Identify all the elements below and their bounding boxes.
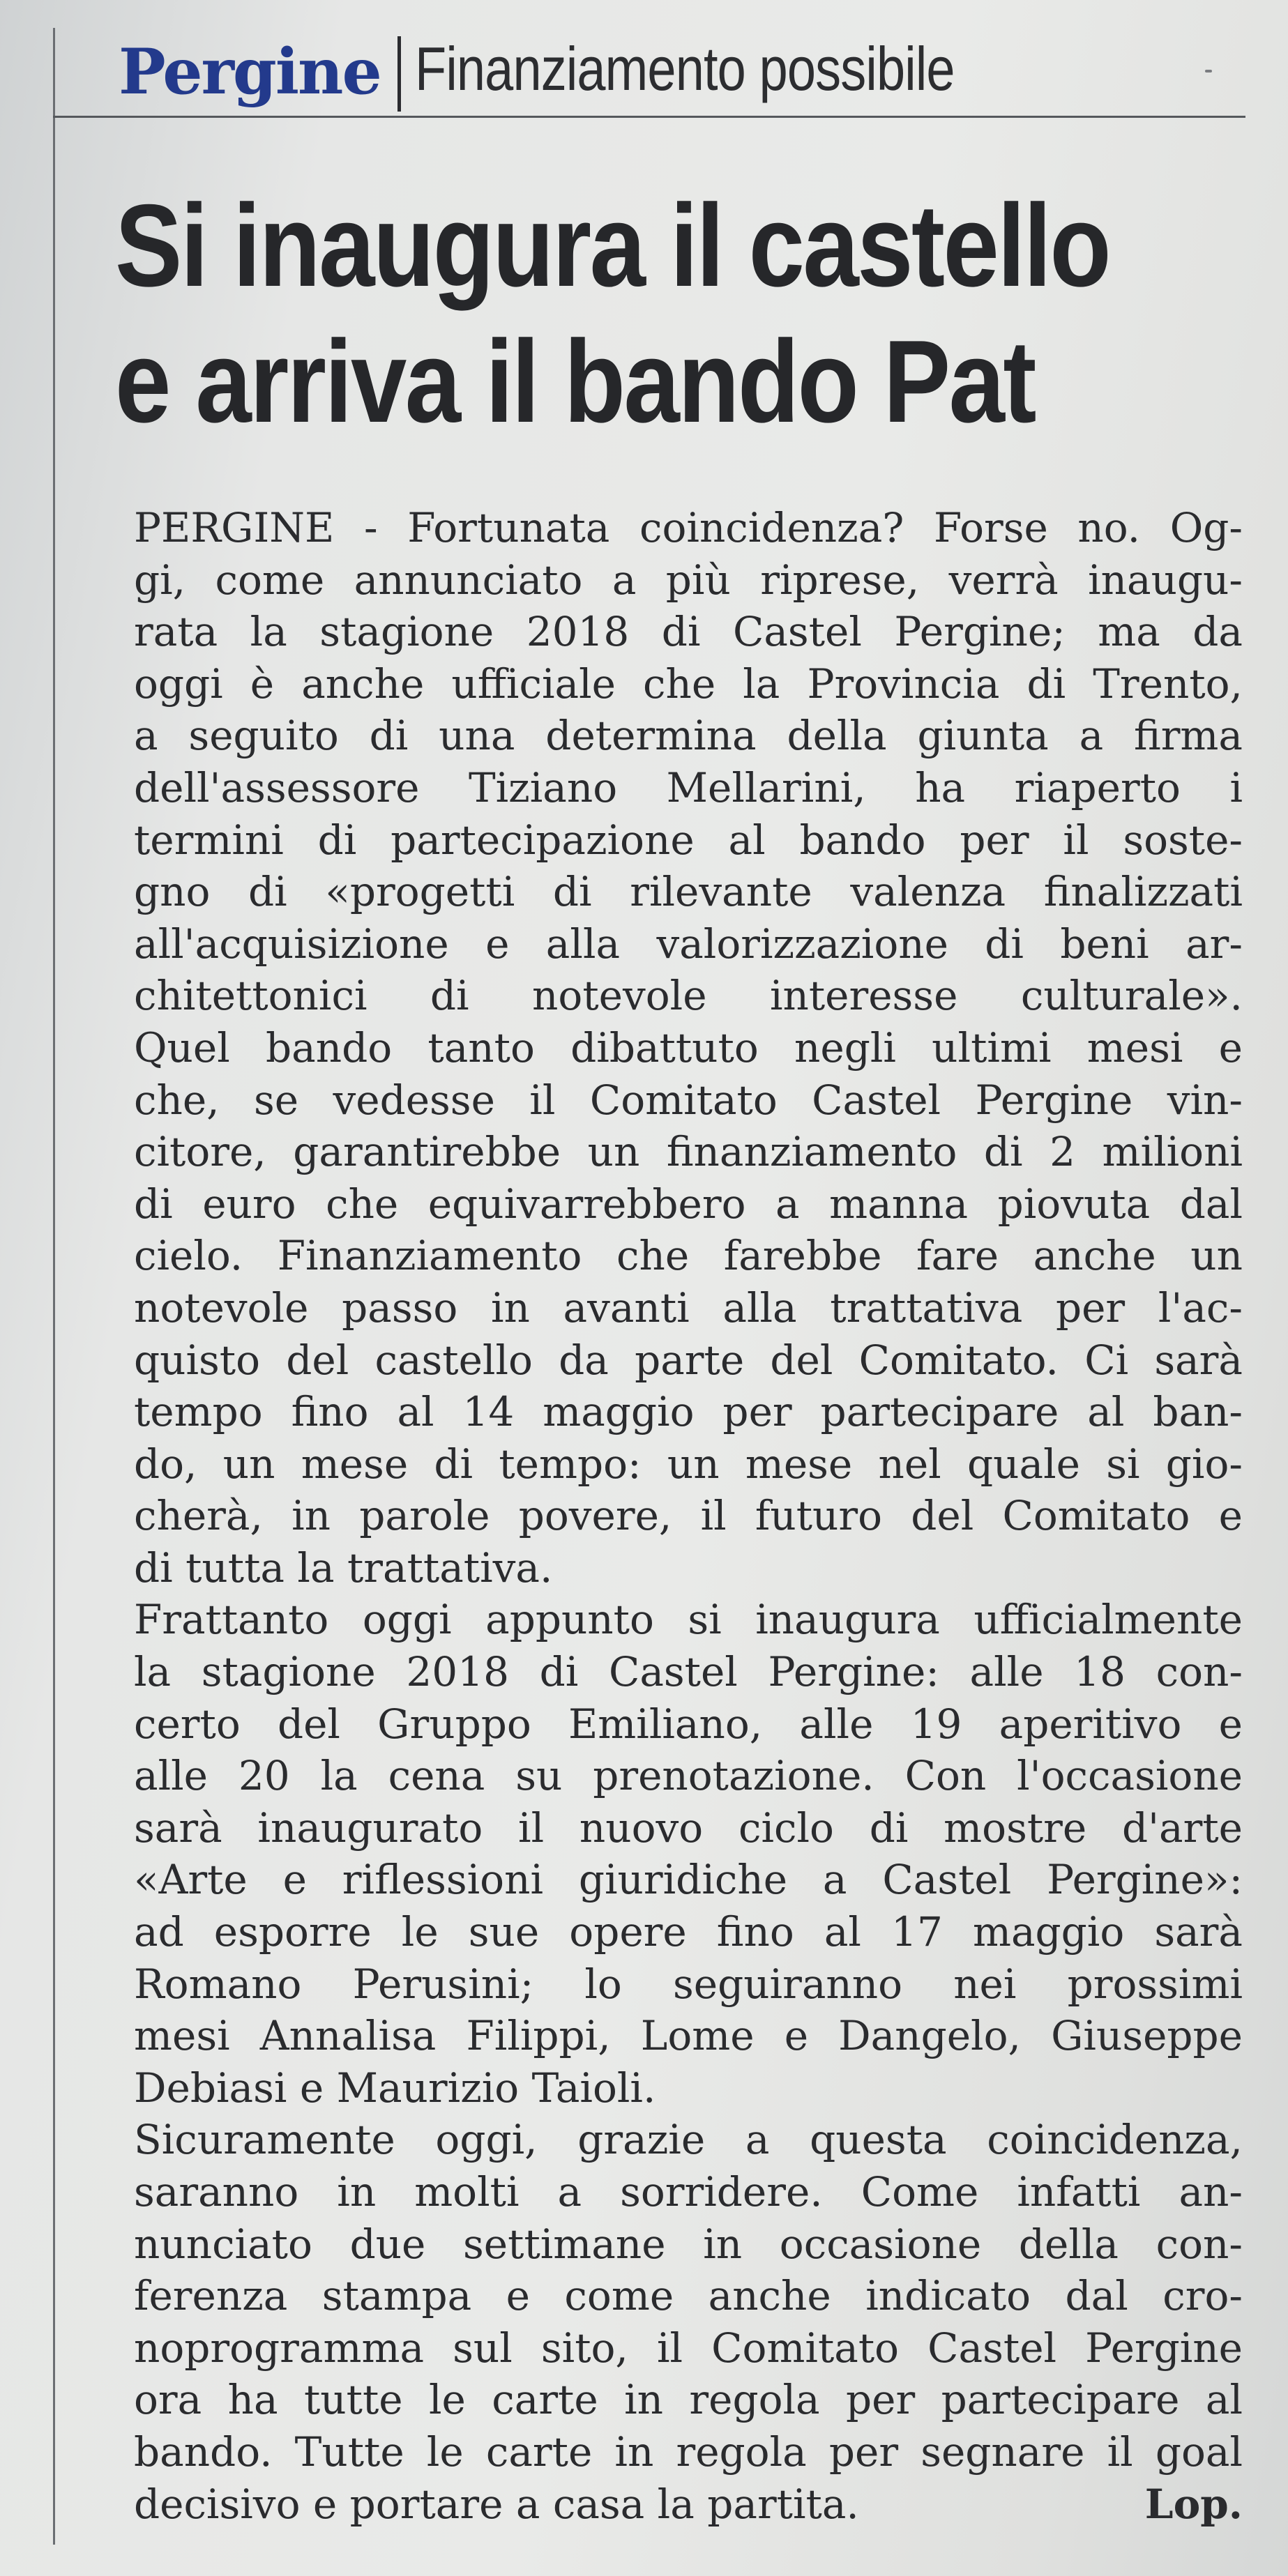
article-line: saranno in molti a sorridere. Come infatti an- [134,2168,1243,2216]
article-line: notevole passo in avanti alla trattativa per l'ac- [134,1283,1243,1332]
article-line: bando. Tutte le carte in regola per segnare il goal [134,2428,1243,2476]
article-line: do, un mese di tempo: un mese nel quale si gio- [134,1440,1243,1488]
article-line: ferenza stampa e come anche indicato dal cro- [134,2272,1243,2320]
article-line: sarà inaugurato il nuovo ciclo di mostre d'arte [134,1804,1243,1852]
section-title: Finanziamento possibile [415,34,955,103]
headline-line-2: e arriva il bando Pat [115,316,1035,447]
article-line: cherà, in parole povere, il futuro del Comitato e [134,1492,1243,1540]
column-rule [53,28,55,2545]
article-line: a seguito di una determina della giunta a firma [134,712,1243,760]
article-line: nunciato due settimane in occasione della con- [134,2220,1243,2268]
article-line: citore, garantirebbe un finanziamento di 2 milioni [134,1128,1243,1176]
article-line: gno di «progetti di rilevante valenza finalizzati [134,868,1243,916]
article-line: che, se vedesse il Comitato Castel Pergine vin- [134,1076,1243,1124]
article-line: mesi Annalisa Filippi, Lome e Dangelo, Giuseppe [134,2012,1243,2060]
article-line: tempo fino al 14 maggio per partecipare al ban- [134,1388,1243,1436]
headline-line-1: Si inaugura il castello [115,180,1110,311]
article-line: termini di partecipazione al bando per il soste- [134,816,1243,864]
header-rule [53,116,1245,118]
article-line: cielo. Finanziamento che farebbe fare anche un [134,1232,1243,1280]
print-mark [1205,70,1212,73]
article-line: chitettonici di notevole interesse culturale». [134,972,1243,1020]
article-line: quisto del castello da parte del Comitato. Ci sarà [134,1336,1243,1384]
article-line: Frattanto oggi appunto si inaugura ufficialmente [134,1596,1243,1644]
article-line: all'acquisizione e alla valorizzazione di beni ar- [134,920,1243,968]
article-line: alle 20 la cena su prenotazione. Con l'occasione [134,1752,1243,1800]
article-line: «Arte e riflessioni giuridiche a Castel Pergine»: [134,1856,1243,1904]
article-line: ad esporre le sue opere fino al 17 maggio sarà [134,1908,1243,1956]
article-line: Quel bando tanto dibattuto negli ultimi mesi e [134,1023,1243,1072]
article-line: Romano Perusini; lo seguiranno nei prossimi [134,1960,1243,2008]
article-line: la stagione 2018 di Castel Pergine: alle 18 con- [134,1648,1243,1696]
article-line: rata la stagione 2018 di Castel Pergine; ma da [134,608,1243,656]
article-line: noprogramma sul sito, il Comitato Castel Pergine [134,2324,1243,2372]
article-line: dell'assessore Tiziano Mellarini, ha riaperto i [134,763,1243,811]
article-line: di tutta la trattativa. [134,1544,553,1592]
headline [115,178,1110,450]
section-header [119,28,1234,119]
author-signature: Lop. [1144,2480,1243,2528]
article-line: di euro che equivarrebbero a manna piovuta dal [134,1180,1243,1228]
article-line: oggi è anche ufficiale che la Provincia di Trento, [134,660,1243,708]
article-line: decisivo e portare a casa la partita. Lop. [134,2478,1243,2531]
article-line: ora ha tutte le carte in regola per partecipare al [134,2376,1243,2424]
article-line: Debiasi e Maurizio Taioli. [134,2064,656,2112]
article-body [134,502,1243,2530]
location-kicker: Pergine [119,35,381,109]
article-line: PERGINE - Fortunata coincidenza? Forse no. Og- [134,504,1243,551]
article-line: certo del Gruppo Emiliano, alle 19 aperitivo e [134,1700,1243,1748]
header-divider [397,36,401,112]
article-line: gi, come annunciato a più riprese, verrà inaugu- [134,556,1243,604]
article-line: Sicuramente oggi, grazie a questa coincidenza, [134,2116,1243,2164]
